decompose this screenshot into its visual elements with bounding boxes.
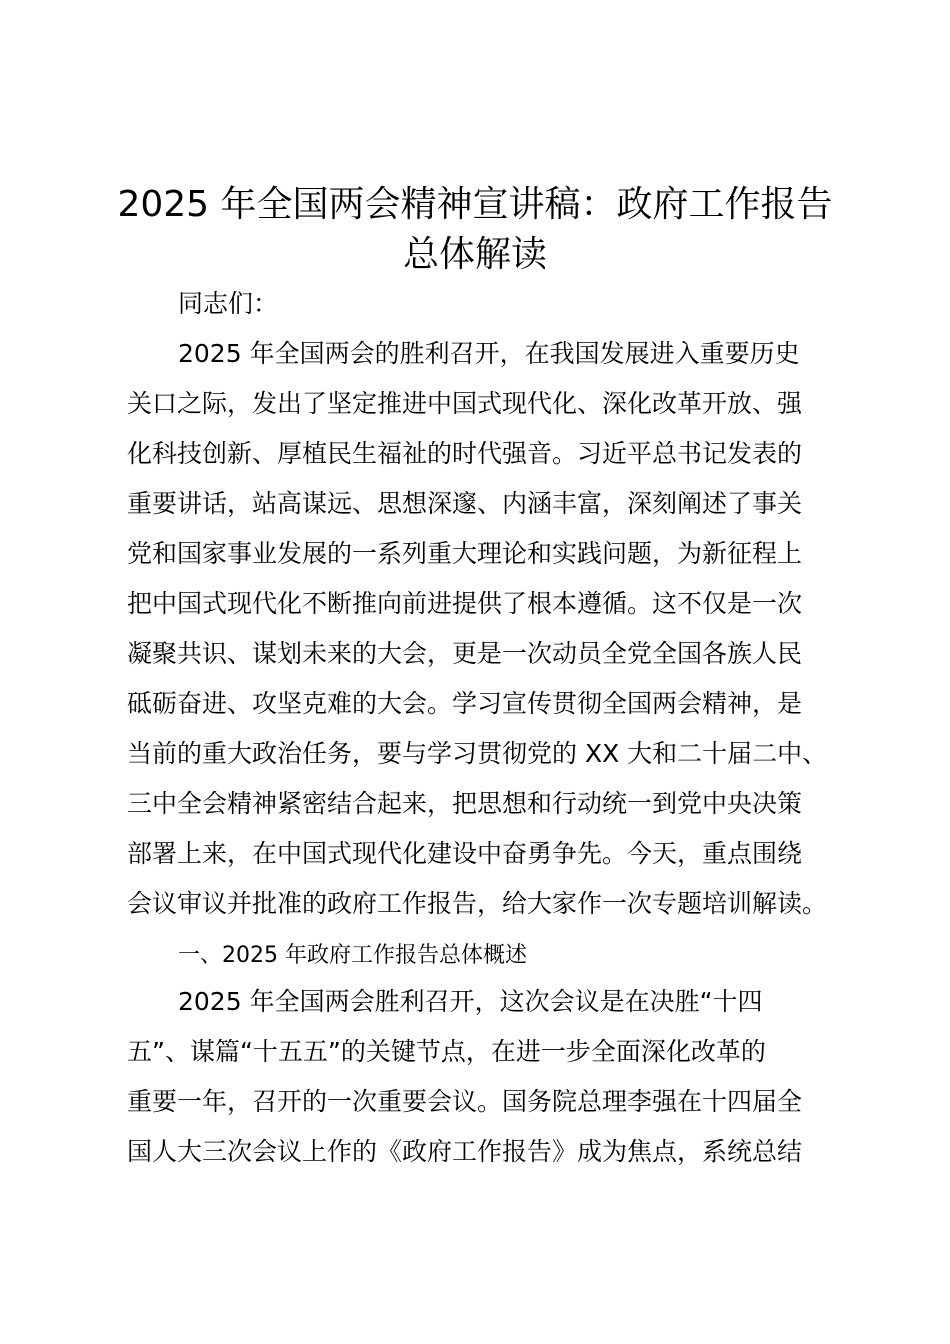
paragraph-2-line: 国人大三次会议上作的《政府工作报告》成为焦点，系统总结 — [127, 1137, 803, 1166]
document-title-line-2: 总体解读 — [402, 234, 547, 275]
paragraph-2-line: 2025 年全国两会胜利召开，这次会议是在决胜“十四 — [178, 987, 763, 1016]
paragraph-1-line: 凝聚共识、谋划未来的大会，更是一次动员全党全国各族人民 — [127, 639, 803, 668]
paragraph-1-line: 党和国家事业发展的一系列重大理论和实践问题，为新征程上 — [127, 539, 803, 568]
paragraph-1-line: 化科技创新、厚植民生福祉的时代强音。习近平总书记发表的 — [127, 439, 803, 468]
paragraph-1-line: 当前的重大政治任务，要与学习贯彻党的 XX 大和二十届二中、 — [127, 739, 828, 768]
document-title-line-1: 2025 年全国两会精神宣讲稿：政府工作报告 — [117, 184, 833, 225]
paragraph-2-line: 重要一年，召开的一次重要会议。国务院总理李强在十四届全 — [127, 1087, 803, 1116]
paragraph-1-line: 2025 年全国两会的胜利召开，在我国发展进入重要历史 — [178, 339, 800, 368]
paragraph-1-line: 把中国式现代化不断推向前进提供了根本遵循。这不仅是一次 — [127, 589, 803, 618]
paragraph-1-line: 关口之际，发出了坚定推进中国式现代化、深化改革开放、强 — [127, 389, 803, 418]
paragraph-1-line: 会议审议并批准的政府工作报告，给大家作一次专题培训解读。 — [127, 889, 828, 918]
salutation: 同志们： — [178, 289, 279, 318]
paragraph-2-line: 五”、谋篇“十五五”的关键节点，在进一步全面深化改革的 — [127, 1037, 766, 1066]
paragraph-1-line: 重要讲话，站高谋远、思想深邃、内涵丰富，深刻阐述了事关 — [127, 489, 803, 518]
paragraph-1-line: 部署上来，在中国式现代化建设中奋勇争先。今天，重点围绕 — [127, 839, 803, 868]
paragraph-1-line: 砥砺奋进、攻坚克难的大会。学习宣传贯彻全国两会精神，是 — [127, 689, 803, 718]
paragraph-1-line: 三中全会精神紧密结合起来，把思想和行动统一到党中央决策 — [127, 789, 803, 818]
section-1-heading: 一、2025 年政府工作报告总体概述 — [178, 943, 527, 968]
